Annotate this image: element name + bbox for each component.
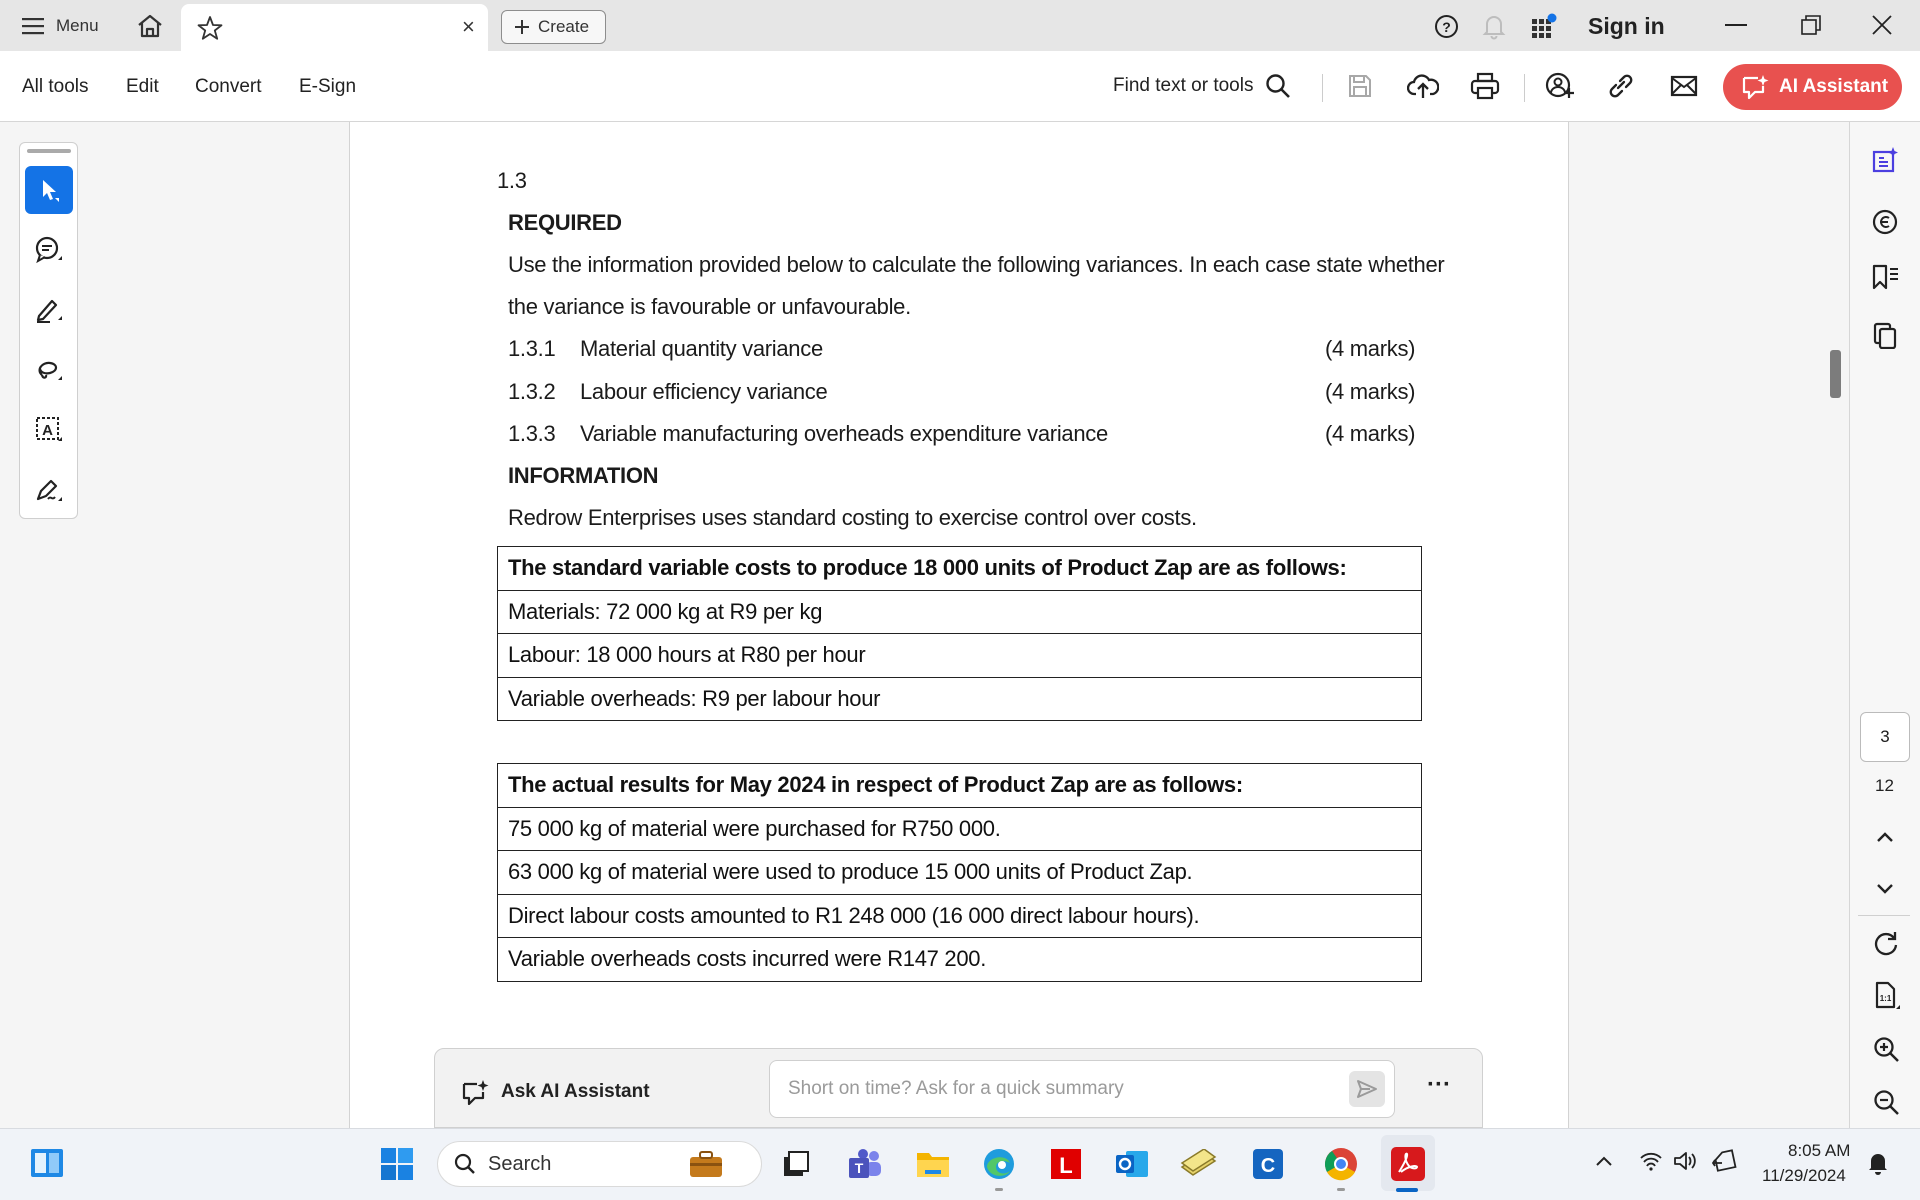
c-app-icon[interactable] — [1248, 1144, 1288, 1184]
svg-text:A: A — [42, 422, 53, 439]
vertical-scrollbar-thumb[interactable] — [1830, 350, 1841, 398]
show-hidden-icons-chevron-icon[interactable] — [1595, 1155, 1613, 1167]
letter-l-app-icon[interactable] — [1046, 1144, 1086, 1184]
menu-convert[interactable]: Convert — [195, 76, 262, 97]
apps-grid-icon[interactable] — [1530, 13, 1558, 40]
taskbar-search-box[interactable] — [437, 1141, 762, 1187]
table-cell: Materials: 72 000 kg at R9 per kg — [498, 590, 1422, 634]
share-user-icon[interactable] — [1545, 72, 1575, 100]
bookmarks-icon[interactable] — [1871, 263, 1899, 291]
widgets-icon[interactable] — [29, 1145, 65, 1181]
menu-label: Menu — [56, 16, 99, 35]
table-row — [498, 590, 1422, 634]
pages-thumbnails-icon[interactable] — [1871, 321, 1899, 349]
toolbar-divider — [1524, 74, 1525, 102]
ask-ai-assistant-button[interactable] — [461, 1079, 650, 1105]
search-icon — [1265, 73, 1291, 99]
send-button[interactable] — [1349, 1071, 1385, 1107]
right-tools-rail — [1849, 122, 1920, 1128]
select-tool[interactable] — [25, 166, 73, 214]
previous-page-icon[interactable] — [1875, 830, 1895, 844]
table-row — [498, 938, 1422, 982]
help-icon[interactable] — [1434, 14, 1459, 39]
fit-page-icon[interactable] — [1873, 981, 1901, 1011]
signature-pen-icon — [34, 475, 64, 505]
question-text: Labour efficiency variance — [580, 379, 828, 404]
instruction-line-2: the variance is favourable or unfavourable. — [508, 294, 911, 319]
email-icon[interactable] — [1670, 74, 1698, 98]
table-cell: 63 000 kg of material were used to produce 15 000 units of Product Zap. — [498, 851, 1422, 895]
menu-button[interactable] — [22, 14, 99, 38]
question-text: Variable manufacturing overheads expenditure variance — [580, 421, 1108, 446]
file-explorer-icon[interactable] — [913, 1144, 953, 1184]
zoom-in-icon[interactable] — [1873, 1036, 1901, 1064]
notification-center-bell-icon[interactable] — [1867, 1151, 1889, 1175]
find-tools-button[interactable] — [1113, 73, 1291, 99]
table-row — [498, 677, 1422, 721]
ask-ai-input[interactable] — [769, 1060, 1395, 1118]
start-windows-icon[interactable] — [380, 1147, 414, 1181]
briefcase-icon — [688, 1149, 724, 1179]
question-number: 1.3.1 — [508, 336, 556, 361]
svg-text:L: L — [1059, 1153, 1073, 1178]
required-heading: REQUIRED — [508, 210, 622, 235]
hamburger-icon — [22, 17, 44, 35]
ai-summary-icon[interactable] — [1871, 146, 1899, 174]
information-heading: INFORMATION — [508, 463, 659, 488]
create-button[interactable] — [501, 10, 606, 44]
ai-assistant-label: AI Assistant — [1779, 76, 1889, 97]
tab-close-button[interactable]: × — [462, 14, 475, 39]
clock-time[interactable]: 8:05 AM — [1788, 1141, 1851, 1160]
quick-tools-rail — [19, 142, 78, 519]
home-icon[interactable] — [136, 13, 164, 39]
outlook-icon[interactable] — [1112, 1144, 1152, 1184]
rail-divider — [1858, 915, 1910, 916]
actual-results-table — [497, 763, 1422, 982]
close-window-icon[interactable] — [1872, 15, 1892, 35]
table-row — [498, 851, 1422, 895]
current-page-input[interactable]: 3 — [1860, 712, 1910, 762]
standard-costs-table — [497, 546, 1422, 721]
table-row — [498, 634, 1422, 678]
cursor-arrow-icon — [38, 178, 60, 202]
question-marks: (4 marks) — [1325, 379, 1416, 404]
find-label: Find text or tools — [1113, 75, 1254, 96]
table-row — [498, 547, 1422, 591]
main-toolbar — [0, 51, 1920, 122]
question-marks: (4 marks) — [1325, 421, 1416, 446]
ai-assistant-button[interactable] — [1723, 64, 1902, 110]
ask-ai-label: Ask AI Assistant — [501, 1081, 650, 1102]
question-marks: (4 marks) — [1325, 336, 1416, 361]
menu-edit[interactable]: Edit — [126, 76, 159, 97]
table-cell: 75 000 kg of material were purchased for R750 000. — [498, 807, 1422, 851]
task-view-icon[interactable] — [776, 1144, 816, 1184]
minimize-icon[interactable] — [1725, 24, 1747, 27]
lasso-icon — [34, 355, 64, 385]
table-row — [498, 894, 1422, 938]
svg-text:C: C — [1260, 1155, 1276, 1177]
upload-cloud-icon[interactable] — [1407, 72, 1439, 100]
clock-date[interactable]: 11/29/2024 — [1762, 1166, 1846, 1185]
restore-icon[interactable] — [1801, 15, 1821, 35]
windows-taskbar — [0, 1128, 1920, 1200]
table-header-cell: The actual results for May 2024 in respect of Product Zap are as follows: — [498, 764, 1422, 808]
running-indicator — [995, 1188, 1003, 1191]
next-page-icon[interactable] — [1875, 882, 1895, 896]
teams-icon[interactable] — [845, 1144, 885, 1184]
money-app-icon[interactable] — [1178, 1144, 1218, 1184]
acrobat-reader-icon[interactable] — [1388, 1144, 1428, 1184]
search-icon — [454, 1153, 476, 1175]
toolbar-divider — [1322, 74, 1323, 102]
table-cell: Variable overheads: R9 per labour hour — [498, 677, 1422, 721]
sign-in-link[interactable]: Sign in — [1588, 13, 1665, 39]
running-indicator — [1337, 1188, 1345, 1191]
instruction-line-1: Use the information provided below to calculate the following variances. In each case state whether — [508, 252, 1445, 277]
total-pages: 12 — [1875, 776, 1894, 795]
star-icon[interactable] — [197, 15, 223, 41]
link-icon[interactable] — [1607, 73, 1635, 99]
wifi-icon[interactable] — [1640, 1151, 1662, 1171]
question-number: 1.3.2 — [508, 379, 556, 404]
document-tab[interactable] — [181, 4, 488, 51]
table-cell: Direct labour costs amounted to R1 248 000 (16 000 direct labour hours). — [498, 894, 1422, 938]
notification-bell-icon[interactable] — [1482, 13, 1506, 40]
menu-all-tools[interactable]: All tools — [22, 76, 89, 97]
rail-drag-handle[interactable] — [27, 149, 71, 153]
volume-icon[interactable] — [1673, 1151, 1699, 1171]
svg-text:1:1: 1:1 — [1879, 994, 1892, 1003]
active-app-indicator — [1396, 1188, 1418, 1192]
comment-tool[interactable] — [25, 226, 73, 274]
save-icon[interactable] — [1347, 73, 1373, 99]
title-bar — [0, 0, 1920, 51]
ask-ai-placeholder: Short on time? Ask for a quick summary — [788, 1078, 1124, 1099]
pen-icon — [34, 295, 64, 325]
battery-charging-icon[interactable] — [1712, 1149, 1738, 1173]
plus-icon — [514, 19, 530, 35]
question-text: Material quantity variance — [580, 336, 823, 361]
menu-e-sign[interactable]: E-Sign — [299, 76, 357, 97]
rotate-icon[interactable] — [1873, 930, 1899, 956]
send-icon — [1356, 1079, 1378, 1099]
sign-tool[interactable] — [25, 466, 73, 514]
section-number: 1.3 — [497, 168, 527, 193]
table-row — [498, 764, 1422, 808]
more-options-button[interactable]: ··· — [1427, 1071, 1451, 1098]
comment-icon — [34, 235, 64, 265]
ai-chat-icon — [461, 1079, 489, 1105]
table-cell: Labour: 18 000 hours at R80 per hour — [498, 634, 1422, 678]
zoom-out-icon[interactable] — [1873, 1089, 1901, 1117]
text-select-tool[interactable] — [25, 406, 73, 454]
chrome-icon[interactable] — [1321, 1144, 1361, 1184]
taskbar-search-label: Search — [488, 1152, 552, 1175]
table-cell: Variable overheads costs incurred were R147 200. — [498, 938, 1422, 982]
edge-browser-icon[interactable] — [979, 1144, 1019, 1184]
draw-tool[interactable] — [25, 286, 73, 334]
comments-panel-icon[interactable] — [1871, 208, 1899, 236]
ai-assistant-icon — [1741, 74, 1769, 100]
print-icon[interactable] — [1470, 72, 1500, 100]
svg-text:?: ? — [1442, 19, 1451, 35]
text-box-icon — [34, 415, 64, 445]
table-row — [498, 807, 1422, 851]
create-label: Create — [538, 17, 590, 36]
table-header-cell: The standard variable costs to produce 18 000 units of Product Zap are as follows: — [498, 547, 1422, 591]
svg-text:T: T — [854, 1160, 864, 1176]
question-number: 1.3.3 — [508, 421, 556, 446]
lasso-tool[interactable] — [25, 346, 73, 394]
information-text: Redrow Enterprises uses standard costing to exercise control over costs. — [508, 505, 1197, 530]
